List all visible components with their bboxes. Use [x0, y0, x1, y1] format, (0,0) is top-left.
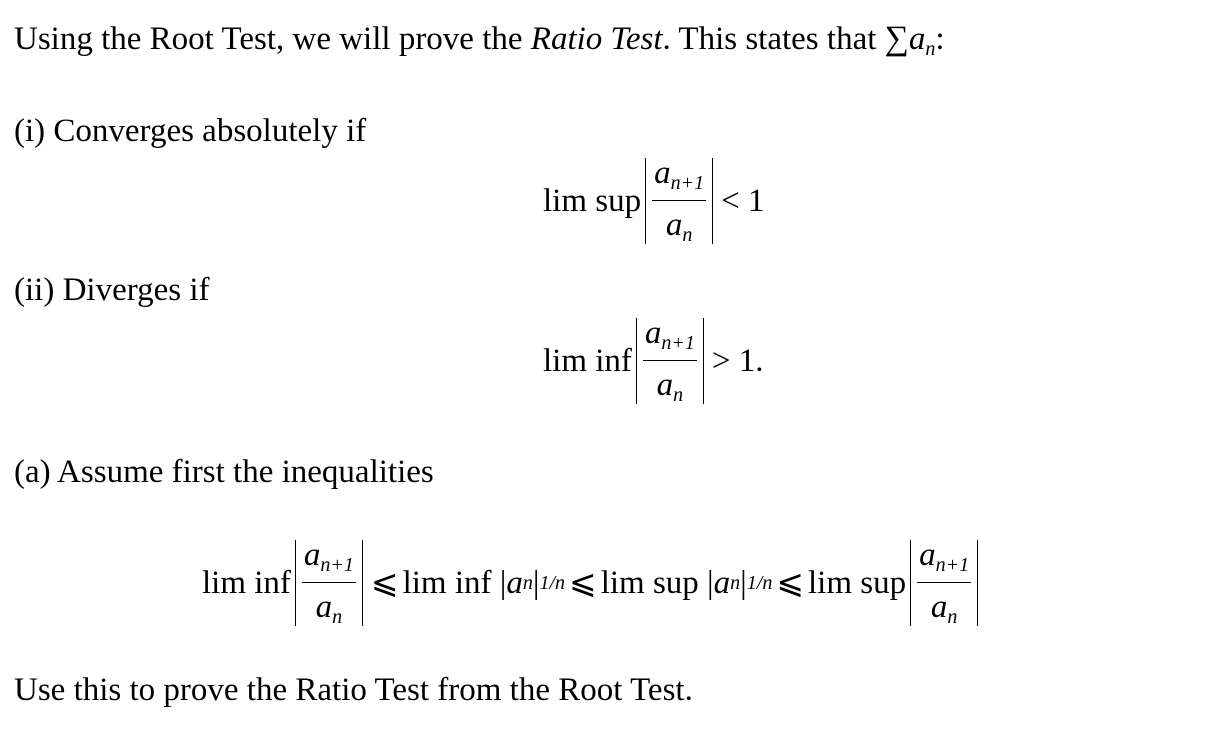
absolute-value	[636, 315, 704, 406]
relation-greater-than-one: > 1.	[711, 342, 764, 379]
lim-sup-operator: lim sup	[807, 564, 907, 601]
ratio-fraction	[296, 539, 362, 627]
lim-inf-operator: lim inf	[402, 564, 492, 601]
fraction-numerator: $a_{n+1}$	[643, 317, 697, 361]
fraction-numerator: $a_{n+1}$	[917, 539, 971, 583]
lim-sup-operator: lim sup	[543, 182, 642, 219]
leq-symbol: ⩽	[370, 564, 399, 601]
fraction-numerator: $a_{n+1}$	[652, 157, 706, 201]
sum-symbol: ∑	[884, 20, 909, 57]
case-i-label: (i) Converges absolutely if	[14, 113, 367, 149]
fraction-denominator: $a_n$	[930, 589, 958, 628]
leq-symbol: ⩽	[776, 564, 804, 601]
abs-bar: |	[707, 564, 714, 601]
absolute-value	[910, 537, 978, 628]
abs-bar: |	[499, 564, 507, 601]
ratio-fraction	[637, 317, 703, 405]
leq-symbol: ⩽	[569, 564, 597, 601]
lim-inf-operator: lim inf	[202, 564, 291, 601]
intro-a-sub: n	[925, 38, 936, 60]
intro-emphasis: Ratio Test	[530, 21, 663, 57]
part-a-label: (a) Assume first the inequalities	[14, 454, 434, 490]
nth-root-exponent: 1/n	[539, 572, 566, 594]
intro-text-before: Using the Root Test, we will prove the	[14, 21, 531, 57]
lim-inf-operator: lim inf	[543, 342, 632, 379]
fraction-denominator: $a_n$	[315, 589, 343, 628]
conclusion-text: Use this to prove the Ratio Test from the Root Test.	[14, 672, 693, 708]
fraction-denominator: $a_n$	[665, 207, 693, 246]
formula-lim-inf-ratio	[543, 315, 768, 406]
intro-colon: :	[935, 21, 945, 57]
case-ii-label: (ii) Diverges if	[14, 272, 210, 308]
ratio-fraction	[646, 157, 712, 245]
ratio-fraction	[911, 539, 977, 627]
intro-line	[14, 22, 945, 59]
fraction-denominator: $a_n$	[656, 367, 684, 406]
formula-lim-sup-ratio	[543, 155, 768, 246]
abs-bar: |	[532, 564, 540, 601]
absolute-value	[645, 155, 713, 246]
formula-inequality-chain: lim inf $\frac{a_{n+1}}{a_n}$ ⩽ lim inf | a n | 1/n ⩽ lim sup | a n | 1/n ⩽ lim sup $\frac{a_{n+1}}{a_n}$	[202, 540, 982, 626]
absolute-value	[295, 537, 363, 628]
intro-a: a	[908, 21, 926, 57]
fraction-numerator: $a_{n+1}$	[302, 539, 356, 583]
lim-sup-operator: lim sup	[600, 564, 699, 601]
relation-less-than-one: < 1	[721, 182, 765, 219]
intro-text-after: . This states that	[662, 21, 885, 57]
nth-root-exponent: 1/n	[746, 572, 773, 594]
abs-bar: |	[740, 564, 747, 601]
